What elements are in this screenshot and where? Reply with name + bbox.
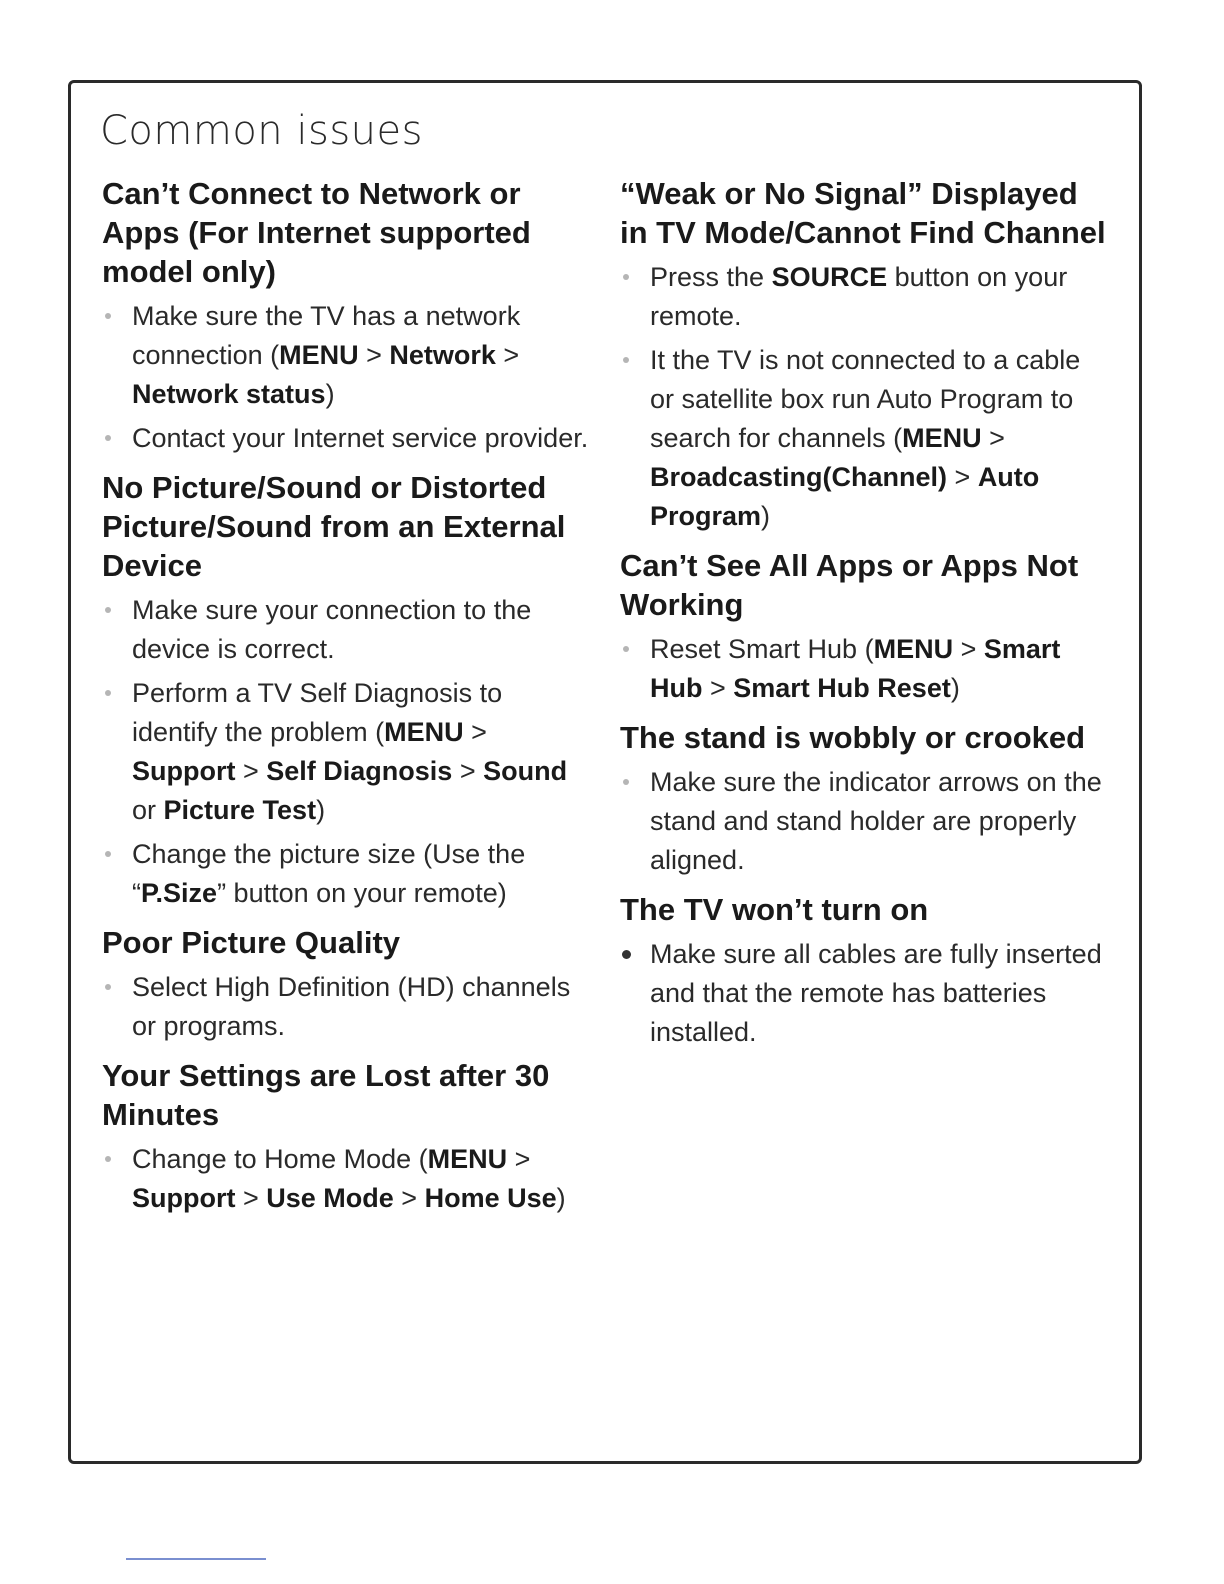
section-heading: Can’t See All Apps or Apps Not Working <box>620 548 1079 622</box>
bullet-icon <box>622 950 631 959</box>
bullet-list <box>620 630 1110 708</box>
bullet-list <box>102 297 592 458</box>
divider <box>126 1558 266 1560</box>
list-item: Perform a TV Self Diagnosis to identify the problem (MENU > Support > Self Diagnosis > Sound or Picture Test) <box>102 674 592 830</box>
section-heading: Poor Picture Quality <box>102 925 401 960</box>
bullet-icon <box>105 1156 111 1162</box>
bullet-icon <box>105 607 111 613</box>
bullet-list <box>620 935 1110 1052</box>
section-stand <box>620 718 1110 880</box>
list-item: Make sure the indicator arrows on the stand and stand holder are properly aligned. <box>620 763 1110 880</box>
list-item: Contact your Internet service provider. <box>102 419 592 458</box>
section-heading: Your Settings are Lost after 30 Minutes <box>102 1058 550 1132</box>
bullet-list <box>102 968 592 1046</box>
list-item: Select High Definition (HD) channels or programs. <box>102 968 592 1046</box>
section-heading: The stand is wobbly or crooked <box>620 720 1086 755</box>
bullet-icon <box>105 313 111 319</box>
bullet-list <box>102 591 592 913</box>
list-item: Make sure your connection to the device is correct. <box>102 591 592 669</box>
bullet-list <box>102 1140 592 1218</box>
bullet-icon <box>105 690 111 696</box>
list-item: Press the SOURCE button on your remote. <box>620 258 1110 336</box>
bullet-icon <box>623 274 629 280</box>
section-heading: “Weak or No Signal” Displayed in TV Mode/Cannot Find Channel <box>620 176 1106 250</box>
page-title: Common issues <box>100 108 423 154</box>
bullet-list <box>620 763 1110 880</box>
bullet-icon <box>105 851 111 857</box>
bullet-icon <box>623 357 629 363</box>
right-column <box>620 174 1110 1062</box>
list-item: Make sure all cables are fully inserted and that the remote has batteries installed. <box>620 935 1110 1052</box>
section-apps <box>620 546 1110 708</box>
list-item: Reset Smart Hub (MENU > Smart Hub > Smart Hub Reset) <box>620 630 1110 708</box>
section-heading: Can’t Connect to Network or Apps (For Internet supported model only) <box>102 176 531 289</box>
bullet-icon <box>105 984 111 990</box>
section-network <box>102 174 592 458</box>
list-item: Change the picture size (Use the “P.Size” button on your remote) <box>102 835 592 913</box>
section-heading: No Picture/Sound or Distorted Picture/Sound from an External Device <box>102 470 566 583</box>
section-heading: The TV won’t turn on <box>620 892 929 927</box>
section-weak-signal <box>620 174 1110 536</box>
section-settings-lost <box>102 1056 592 1218</box>
list-item: It the TV is not connected to a cable or satellite box run Auto Program to search for channels (MENU > Broadcasting(Channel) > Auto Program) <box>620 341 1110 536</box>
list-item: Change to Home Mode (MENU > Support > Use Mode > Home Use) <box>102 1140 592 1218</box>
list-item: Make sure the TV has a network connection (MENU > Network > Network status) <box>102 297 592 414</box>
section-no-picture-sound <box>102 468 592 913</box>
bullet-icon <box>623 646 629 652</box>
bullet-icon <box>105 435 111 441</box>
section-tv-wont-turn-on <box>620 890 1110 1052</box>
section-poor-picture <box>102 923 592 1046</box>
left-column <box>102 174 592 1228</box>
bullet-icon <box>623 779 629 785</box>
bullet-list <box>620 258 1110 536</box>
